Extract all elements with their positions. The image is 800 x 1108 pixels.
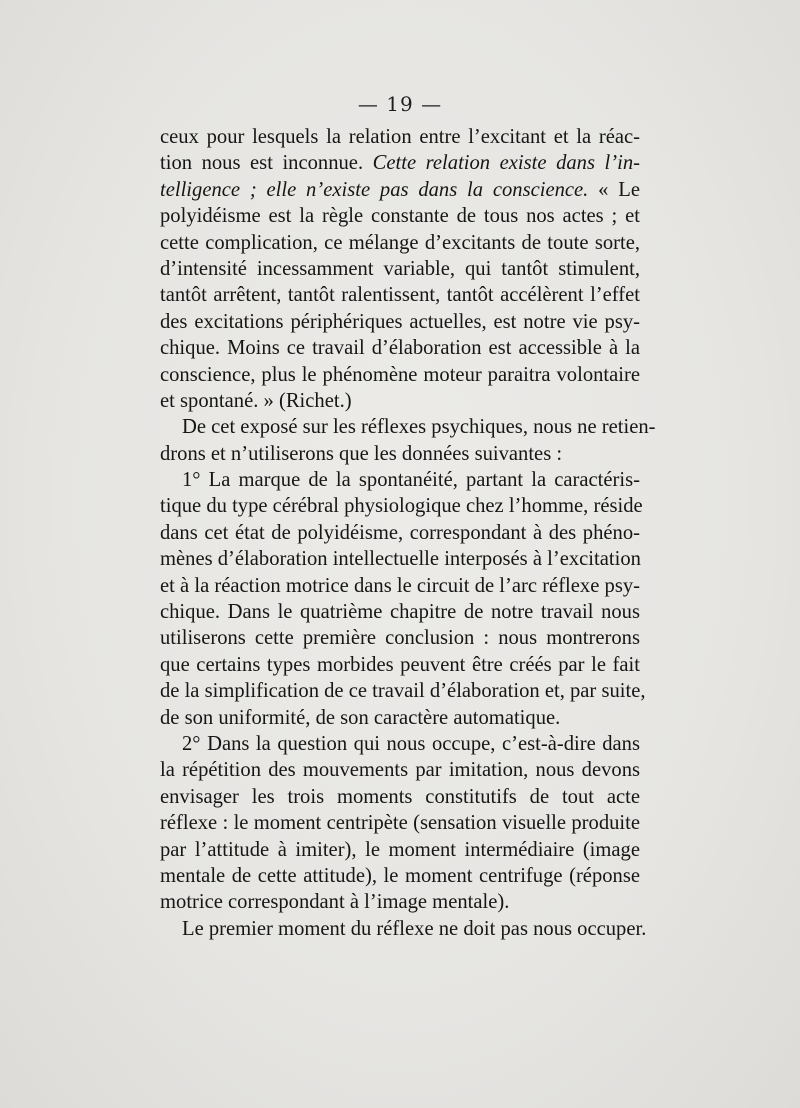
text-line: De cet exposé sur les réflexes psychiques, nous ne retien- bbox=[182, 416, 656, 439]
paragraph bbox=[160, 467, 646, 731]
text-line: envisager les trois moments constitutifs de tout acte bbox=[160, 785, 640, 808]
page-number: — 19 — bbox=[357, 92, 443, 116]
text-line: et à la réaction motrice dans le circuit de l’arc réflexe psy- bbox=[160, 574, 640, 597]
text-line: dans cet état de polyidéisme, correspondant à des phéno- bbox=[160, 521, 640, 544]
text-line: 2° Dans la question qui nous occupe, c’est-à-dire dans bbox=[182, 732, 640, 755]
text-run: « Le bbox=[588, 178, 640, 201]
text-line bbox=[160, 177, 640, 203]
text-line: des excitations périphériques actuelles, est notre vie psy- bbox=[160, 310, 640, 333]
text-line: chique. Moins ce travail d’élaboration est accessible à la bbox=[160, 337, 640, 360]
text-line: ceux pour lesquels la relation entre l’excitant et la réac- bbox=[160, 126, 640, 148]
text-line: 1° La marque de la spontanéité, partant la caractéris- bbox=[182, 469, 640, 492]
paragraph bbox=[160, 414, 656, 467]
text-line bbox=[160, 150, 640, 176]
text-line: polyidéisme est la règle constante de tous nos actes ; et bbox=[160, 205, 640, 228]
paragraph bbox=[160, 916, 647, 942]
paragraph bbox=[160, 124, 640, 414]
text-line: de la simplification de ce travail d’élaboration et, par suite, bbox=[160, 680, 646, 703]
text-line: utiliserons cette première conclusion : nous montrerons bbox=[160, 627, 640, 650]
text-line: et spontané. » (Richet.) bbox=[160, 389, 352, 412]
text-line: drons et n’utiliserons que les données suivantes : bbox=[160, 442, 563, 465]
text-line: par l’attitude à imiter), le moment intermédiaire (image bbox=[160, 838, 640, 861]
body-text bbox=[160, 124, 656, 942]
text-line: chique. Dans le quatrième chapitre de notre travail nous bbox=[160, 601, 640, 624]
text-line: la répétition des mouvements par imitation, nous devons bbox=[160, 759, 640, 782]
text-line: tantôt arrêtent, tantôt ralentissent, tantôt accélèrent l’effet bbox=[160, 284, 640, 307]
paragraph bbox=[160, 731, 640, 916]
text-line: que certains types morbides peuvent être créés par le fait bbox=[160, 653, 640, 676]
text-line: conscience, plus le phénomène moteur paraitra volontaire bbox=[160, 363, 640, 386]
italic-run: Cette relation existe dans l’in- bbox=[372, 152, 640, 175]
text-line: d’intensité incessamment variable, qui tantôt stimulent, bbox=[160, 257, 640, 280]
text-line: cette complication, ce mélange d’excitants de toute sorte, bbox=[160, 231, 640, 254]
text-line: motrice correspondant à l’image mentale). bbox=[160, 891, 510, 914]
text-line: mentale de cette attitude), le moment centrifuge (réponse bbox=[160, 864, 640, 887]
text-run: tion nous est inconnue. bbox=[160, 152, 373, 175]
text-line: réflexe : le moment centripète (sensation visuelle produite bbox=[160, 812, 640, 835]
text-line: Le premier moment du réflexe ne doit pas nous occuper. bbox=[182, 917, 647, 940]
text-line: mènes d’élaboration intellectuelle interposés à l’excitation bbox=[160, 548, 641, 571]
text-line: de son uniformité, de son caractère automatique. bbox=[160, 706, 561, 729]
text-line: tique du type cérébral physiologique chez l’homme, réside bbox=[160, 495, 643, 518]
italic-run: telligence ; elle n’existe pas dans la conscience. bbox=[160, 178, 589, 201]
